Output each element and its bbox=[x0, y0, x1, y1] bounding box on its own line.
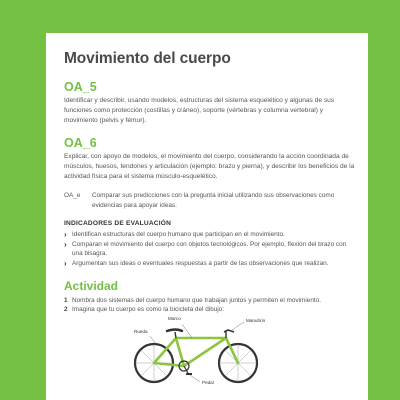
oae-code: OA_e bbox=[64, 192, 81, 200]
indicators-list bbox=[64, 230, 356, 268]
bicycle-diagram bbox=[120, 316, 280, 388]
oa6-text: Explicar, con apoyo de modelos, el movimiento del cuerpo, considerando la acción coordinada de músculos, huesos, tendones y articulación (ejemplo: brazo y pierna), y describir los beneficios de la actividad física para el sistema músculo-esquelético. bbox=[64, 152, 355, 181]
activity-text: Imagina que tu cuerpo es como la bicicleta del dibujo: bbox=[72, 306, 225, 313]
indicators-heading: INDICADORES DE EVALUACIÓN bbox=[64, 220, 172, 228]
oa5-heading: OA_5 bbox=[64, 80, 97, 94]
page-title: Movimiento del cuerpo bbox=[64, 50, 231, 67]
activity-text: Nombra dos sistemas del cuerpo humano que trabajan juntos y permiten el movimiento. bbox=[72, 296, 322, 304]
indicator-item: › Argumentan sus ideas o eventuales respuestas a partir de las observaciones que realizan. bbox=[64, 259, 356, 269]
bike-label-pedal: Pedal bbox=[202, 380, 214, 386]
indicator-item: › Comparan el movimiento del cuerpo con objetos tecnológicos. Por ejemplo, flexión del brazo con una bisagra. bbox=[64, 240, 356, 259]
activity-item bbox=[64, 296, 356, 305]
activity-heading: Actividad bbox=[64, 278, 119, 293]
worksheet-page bbox=[46, 33, 368, 400]
indicator-item: › Identifican estructuras del cuerpo humano que participan en el movimiento. bbox=[64, 230, 356, 240]
bike-label-manubrio: Manubrio bbox=[246, 318, 266, 324]
activity-item bbox=[64, 305, 356, 314]
bike-label-rueda: Rueda bbox=[134, 329, 148, 335]
oa5-text: Identificar y describir, usando modelos, estructuras del sistema esquelético y algunas de sus funciones como protección (costillas y cráneo), soporte (vértebras y columna vertebral) y movimiento (pelvis y fémur). bbox=[64, 97, 335, 125]
bike-label-marco: Marco bbox=[168, 316, 181, 322]
activity-number: 2 bbox=[64, 306, 68, 313]
activity-number: 1 bbox=[64, 296, 68, 304]
bicycle-illustration bbox=[120, 316, 280, 388]
oa6-heading: OA_6 bbox=[64, 135, 97, 150]
oae-row bbox=[64, 191, 356, 211]
oae-text: Comparar sus predicciones con la pregunta inicial utilizando sus observaciones como evidencias para apoyar ideas. bbox=[92, 192, 335, 210]
activity-list bbox=[64, 296, 356, 315]
